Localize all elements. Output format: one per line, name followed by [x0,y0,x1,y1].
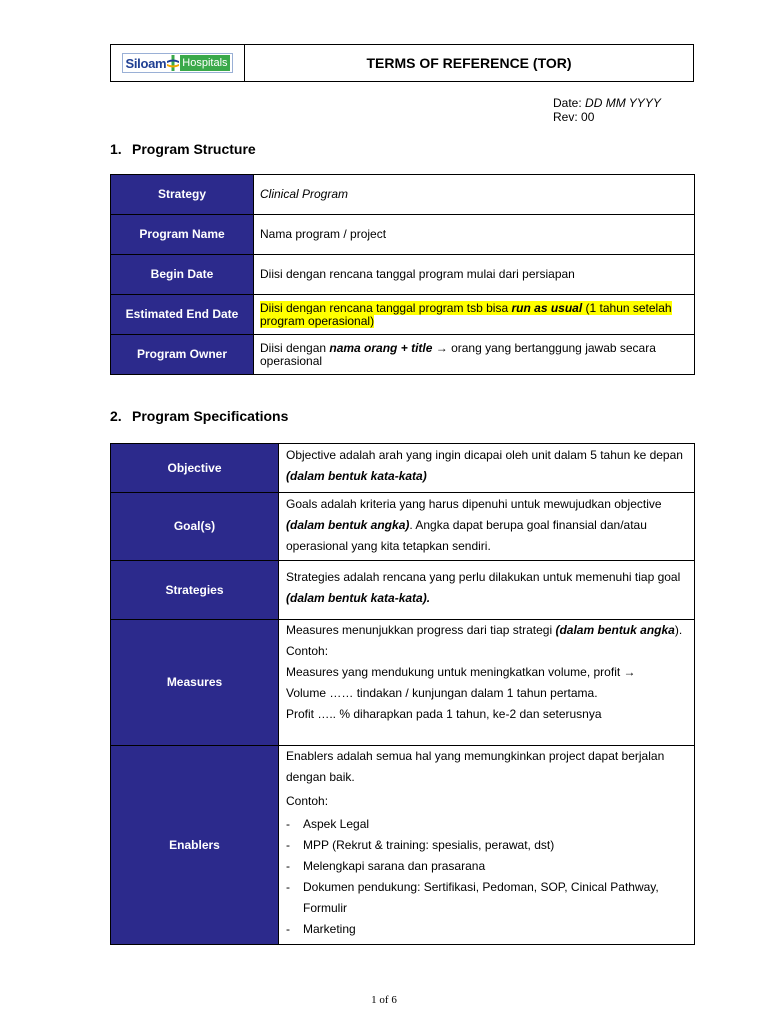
table-row [111,335,695,375]
table-row [111,175,695,215]
goals-emph: (dalam bentuk angka) [286,518,410,532]
begin-date-value: Diisi dengan rencana tanggal program mulai dari persiapan [254,255,695,295]
measures-intro [286,620,687,641]
document-title: TERMS OF REFERENCE (TOR) [366,55,572,71]
date-value: DD MM YYYY [585,96,661,110]
table-row [111,295,695,335]
table-row [111,215,695,255]
goals-value [279,493,695,561]
measures-text-post: ). [674,623,683,637]
siloam-hospitals-logo [122,53,232,73]
table-row [111,746,695,945]
list-item: - Marketing [286,919,687,940]
goals-text-post: . Angka dapat berupa goal finansial dan/atau operasional yang kita tetapkan sendiri. [286,518,647,553]
section-2-title [110,408,288,424]
measures-line-3: Profit ….. % diharapkan pada 1 tahun, ke-2 dan seterusnya [286,707,602,721]
owner-label: Program Owner [111,335,254,375]
rev-label: Rev: [553,110,578,124]
section-2-heading: Program Specifications [132,408,289,424]
section-1-number: 1. [110,141,122,157]
goals-text: Goals adalah kriteria yang harus dipenuhi untuk mewujudkan objective [286,497,662,511]
objective-emph: (dalam bentuk kata-kata) [286,469,427,483]
objective-label: Objective [111,444,279,493]
rev-line [553,110,661,124]
program-name-value: Nama program / project [254,215,695,255]
strategies-emph: (dalam bentuk kata-kata). [286,591,431,605]
measures-value [279,620,695,746]
end-date-value [254,295,695,335]
program-name-label: Program Name [111,215,254,255]
date-label: Date: [553,96,582,110]
owner-text-post: orang yang bertanggung jawab secara operasional [260,340,656,368]
measures-text: Measures menunjukkan progress dari tiap strategi [286,623,556,637]
table-row [111,561,695,620]
end-date-label: Estimated End Date [111,295,254,335]
end-date-text-post: (1 tahun setelah program operasional) [260,300,672,328]
begin-date-label: Begin Date [111,255,254,295]
rev-value: 00 [581,110,595,124]
highlighted-text [260,301,672,328]
end-date-text-pre: Diisi dengan rencana tanggal program tsb bisa [260,300,512,315]
section-1-title [110,141,256,157]
owner-text-emph: nama orang + title [329,340,433,355]
strategies-text: Strategies adalah rencana yang perlu dilakukan untuk memenuhi tiap goal [286,570,681,584]
list-item: - Melengkapi sarana dan prasarana [286,856,687,877]
end-date-text-emph: run as usual [511,300,583,315]
program-structure-table [110,174,695,375]
table-row [111,444,695,493]
strategies-label: Strategies [111,561,279,620]
program-specifications-table [110,443,695,945]
strategy-value [254,175,695,215]
page-number: 1 of 6 [371,994,397,1006]
objective-text: Objective adalah arah yang ingin dicapai oleh unit dalam 5 tahun ke depan [286,448,683,462]
enablers-list [286,814,687,940]
logo-suffix-text: Hospitals [182,57,228,69]
goals-label: Goal(s) [111,493,279,561]
logo-cell [111,45,245,81]
owner-text-pre: Diisi dengan [260,340,330,355]
enablers-label: Enablers [111,746,279,945]
owner-value [254,335,695,375]
list-item: - MPP (Rekrut & training: spesialis, perawat, dst) [286,835,687,856]
date-rev-block [553,96,661,124]
measures-line-1: Measures yang mendukung untuk meningkatkan volume, profit → [286,665,636,679]
list-item: - Aspek Legal [286,814,687,835]
enablers-intro: Enablers adalah semua hal yang memungkinkan project dapat berjalan dengan baik. [286,749,665,784]
enablers-contoh: Contoh: [286,794,329,808]
date-line [553,96,661,110]
measures-label: Measures [111,620,279,746]
cross-icon [167,55,179,71]
measures-line-2: Volume …… tindakan / kunjungan dalam 1 tahun pertama. [286,686,598,700]
objective-value [279,444,695,493]
arrow-right-icon: → [432,340,452,355]
list-item: - Dokumen pendukung: Sertifikasi, Pedoman, SOP, Cinical Pathway, Formulir [286,877,687,919]
strategy-label: Strategy [111,175,254,215]
document-header [110,44,694,82]
strategies-value [279,561,695,620]
table-row [111,493,695,561]
section-1-heading: Program Structure [132,141,256,157]
measures-contoh: Contoh: [286,644,329,658]
enablers-value [279,746,695,945]
strategy-value-text: Clinical Program [260,187,349,201]
measures-emph: (dalam bentuk angka [555,623,675,637]
section-2-number: 2. [110,408,122,424]
table-row [111,620,695,746]
logo-brand-text: Siloam [125,55,167,71]
table-row [111,255,695,295]
